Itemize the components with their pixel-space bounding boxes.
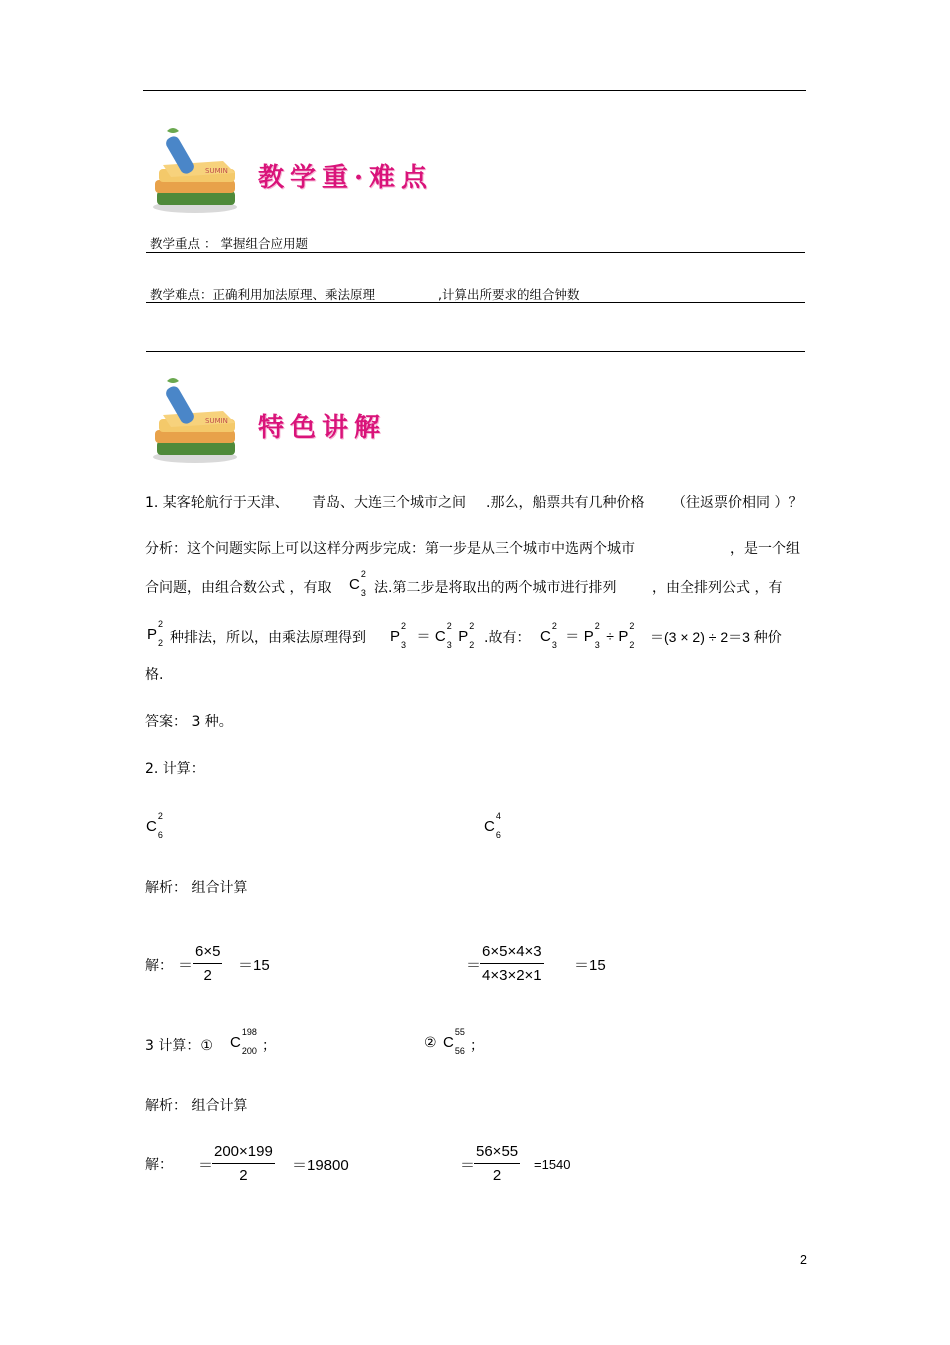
fraction-denominator: 4×3×2×1 xyxy=(482,967,542,984)
problem3-analysis: 解析： 组合计算 xyxy=(145,1098,248,1114)
problem2-right-fraction xyxy=(480,943,544,984)
svg-text:SUMIN: SUMIN xyxy=(205,417,228,425)
fraction-denominator: 2 xyxy=(203,967,212,984)
problem3-right-fraction xyxy=(474,1143,520,1184)
problem2-left-symbol: C 2 6 xyxy=(146,811,163,840)
problem1-question-b: 青岛、大连三个城市之间 xyxy=(312,495,466,511)
problem3-right-end: ； xyxy=(470,1038,484,1054)
problem1-formula-1: P 2 3 ＝ C 2 3 P 2 2 xyxy=(390,621,475,650)
fraction-denominator: 2 xyxy=(239,1167,248,1184)
problem1-analysis-l1a: 分析：这个问题实际上可以这样分两步完成：第一步是从三个城市中选两个城市 xyxy=(145,541,635,557)
problem1-analysis-l2a: 合问题，由组合数公式 ，有取 xyxy=(145,580,332,596)
problem3-solution-label: 解： xyxy=(145,1157,173,1173)
problem1-question-c: .那么，船票共有几种价格 xyxy=(486,495,645,511)
problem1-formula-2: C 2 3 ＝ P 2 3 ÷ P 2 2 xyxy=(540,621,635,650)
problem1-analysis-l3b: .故有： xyxy=(484,630,531,646)
problem2-right-eq: ＝ xyxy=(466,957,482,974)
svg-text:SUMIN: SUMIN xyxy=(205,167,228,175)
fraction-numerator: 6×5 xyxy=(193,943,222,964)
problem1-analysis-l1b: ，是一个组 xyxy=(730,541,800,557)
problem2-left-result: ＝15 xyxy=(238,957,270,974)
problem1-analysis-l2c: ，由全排列公式 ，有 xyxy=(652,580,783,596)
problem1-answer: 答案： 3 种。 xyxy=(145,714,233,730)
problem2-right-result: ＝15 xyxy=(574,957,606,974)
section2-rule xyxy=(146,351,805,352)
problem2-left-fraction xyxy=(193,943,222,984)
books-pencil-icon xyxy=(145,125,245,215)
fraction-numerator: 200×199 xyxy=(212,1143,275,1164)
top-rule xyxy=(143,90,806,91)
problem3-left-fraction xyxy=(212,1143,275,1184)
problem2-left-eq: ＝ xyxy=(178,957,194,974)
page-number: 2 xyxy=(800,1253,807,1267)
problem1-analysis-l3c: ＝(3 × 2) ÷ 2＝3 种价 xyxy=(650,629,782,645)
problem2-solution-label: 解： xyxy=(145,958,173,974)
problem3-left-end: ； xyxy=(262,1038,276,1054)
problem1-question-a: 1. 某客轮航行于天津、 xyxy=(145,495,289,511)
problem1-question-d: （往返票价相同 ）？ xyxy=(672,495,803,511)
section2-heading: 特色讲解 xyxy=(258,413,387,443)
difficult-point-rule xyxy=(146,302,805,303)
difficult-point-text-a: 教学难点：正确利用加法原理、乘法原理 xyxy=(150,287,376,302)
problem2-label: 2. 计算： xyxy=(145,761,205,777)
problem3-left-symbol: C 198 200 xyxy=(230,1027,257,1056)
problem1-analysis-l4: 格. xyxy=(145,667,164,683)
problem3-right-mark: ② xyxy=(424,1035,437,1051)
problem3-label: 3 计算：① xyxy=(145,1038,213,1054)
problem3-right-result: =1540 xyxy=(534,1157,571,1172)
problem1-analysis-l2b: 法.第二步是将取出的两个城市进行排列 xyxy=(374,580,617,596)
problem3-left-result: ＝19800 xyxy=(292,1157,349,1174)
problem1-analysis-l3a: 种排法，所以，由乘法原理得到 xyxy=(170,630,366,646)
problem2-right-symbol: C 4 6 xyxy=(484,811,501,840)
key-point-text: 教学重点 ： 掌握组合应用题 xyxy=(150,236,308,251)
section1-heading: 教学重·难点 xyxy=(258,163,434,193)
fraction-denominator: 2 xyxy=(492,1167,502,1184)
problem3-right-symbol: C 55 56 xyxy=(443,1027,465,1056)
problem3-left-eq: ＝ xyxy=(198,1157,214,1174)
key-point-rule xyxy=(146,252,805,253)
books-pencil-icon xyxy=(145,375,245,465)
problem2-analysis: 解析： 组合计算 xyxy=(145,880,248,896)
fraction-numerator: 56×55 xyxy=(474,1143,520,1164)
problem1-p22-symbol: P 2 2 xyxy=(147,619,164,648)
problem1-c32-symbol: C 2 3 xyxy=(349,569,366,598)
fraction-numerator: 6×5×4×3 xyxy=(480,943,544,964)
difficult-point-text-b: ,计算出所要求的组合钟数 xyxy=(438,287,580,302)
problem3-right-eq: ＝ xyxy=(460,1157,476,1174)
